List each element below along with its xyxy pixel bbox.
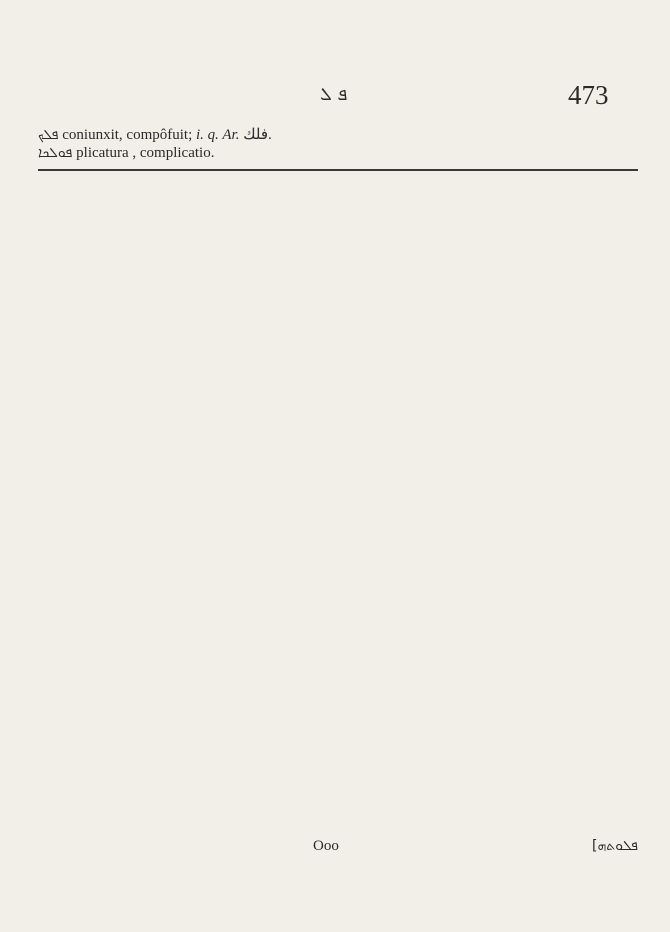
syriac-headword: ܦܠܟ (38, 127, 59, 143)
body-text: coniunxit, compôfuit; (58, 127, 196, 143)
catchword: [ܦܠܘܬܗ (592, 838, 638, 854)
signature-mark: Ooo (313, 838, 339, 854)
dictionary-entries (38, 126, 638, 180)
body-text: فلك. (239, 127, 272, 143)
entry-block (38, 126, 638, 162)
running-head-syriac: ܦ ܠ (320, 84, 348, 105)
page-number: 473 (568, 80, 609, 110)
section-rule (38, 169, 638, 171)
italic-text: i. q. Ar. (196, 127, 240, 143)
entry-line (38, 126, 638, 144)
syriac-headword: ܦܘܠܟܐ (38, 145, 73, 161)
entry-line (38, 144, 638, 162)
body-text: plicatura , complicatio. (72, 145, 215, 161)
